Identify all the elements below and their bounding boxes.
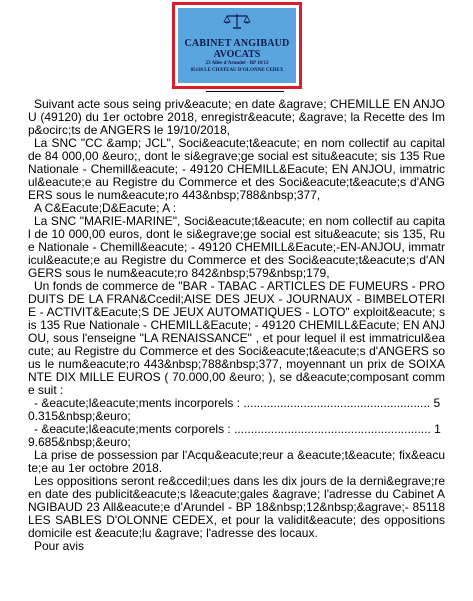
paragraph-closing: Pour avis (34, 539, 85, 553)
scales-of-justice-icon (223, 12, 251, 30)
logo-address-line-2: 85118 LE CHATEAU D'OLONNE CEDEX (190, 68, 284, 73)
logo-panel (178, 8, 296, 83)
paragraph-oppositions: Les oppositions seront re&ccedil;ues dans les dix jours de la derni&egrave;re en date des publicit&eacute;s l&eacute;gales &agrave; l'adresse du Cabinet ANGIBAUD 23 All&eacute;e d'Arundel - BP 18&nbsp;12&nbsp;&agrave;- 85118 LES SABLES D'OLONNE CEDEX, et pour la validit&eacute; des oppositions domicile est &eacute;lu &agrave; l'adresse des locaux. (28, 474, 445, 540)
paragraph-buyer: La SNC "MARIE-MARINE", Soci&eacute;t&eacute; en nom collectif au capital de 10 000,00 euros, dont le si&egrave;ge social est situ&eacute; sis 135, Rue Nationale - Chemill&eacute; - 49120 CHEMILL&Eacute;-EN-ANJOU, immatricul&eacute;e au Registre du Commerce et des Soci&eacute;t&eacute;s d'ANGERS sous le num&eacute;ro 842&nbsp;579&nbsp;179, (28, 214, 445, 280)
law-firm-logo (172, 2, 302, 89)
paragraph-intro: Suivant acte sous seing priv&eacute; en date &agrave; CHEMILLE EN ANJOU (49120) du 1er octobre 2018, enregistr&eacute; &agrave; la Recette des Imp&ocirc;ts de ANGERS le 19/10/2018, (28, 97, 445, 137)
price-line-tangible: - &eacute;l&eacute;ments corporels : ........................................................... 19.685&nbsp;&euro; (28, 422, 441, 449)
logo-subtitle: AVOCATS (213, 49, 261, 60)
paragraph-business: Un fonds de commerce de "BAR - TABAC - ARTICLES DE FUMEURS - PRODUITS DE LA FRAN&Ccedil;AISE DES JEUX - JOURNAUX - BIMBELOTERIE - ACTIVIT&Eacute;S DE JEUX AUTOMATIQUES - LOTO" exploit&eacute; sis 135 Rue Nationale - CHEMILL&Eacute; - 49120 CHEMILL&Eacute; EN ANJOU, sous l'enseigne "LA RENAISSANCE" , et pour lequel il est immatricul&eacute; au Registre du Commerce et des Soci&eacute;t&eacute;s d'ANGERS sous le num&eacute;ro 443&nbsp;788&nbsp;377, moyennant un prix de SOIXANTE DIX MILLE EUROS ( 70.000,00 &euro; ), se d&eacute;composant comme suit : (28, 279, 445, 397)
notice-body (28, 98, 445, 553)
price-line-intangible: - &eacute;l&eacute;ments incorporels : ........................................................ 50.315&nbsp;&euro; (28, 396, 441, 423)
separator-rule (206, 91, 284, 92)
paragraph-seller: La SNC "CC &amp; JCL", Soci&eacute;t&eacute; en nom collectif au capital de 84 000,00 &euro;, dont le si&egrave;ge social est situ&eacute; sis 135 Rue Nationale - Chemill&eacute; - 49120 CHEMILL&Eacute; EN ANJOU, immatricul&eacute;e au Registre du Commerce et des Soci&eacute;t&eacute;s d'ANGERS sous le num&eacute;ro 443&nbsp;788&nbsp;377, (28, 136, 445, 202)
paragraph-possession: La prise de possession par l'Acqu&eacute;reur a &eacute;t&eacute; fix&eacute;e au 1er octobre 2018. (28, 448, 445, 475)
logo-address-line-1: 23 Allée d'Arundel - BP 18/12 (205, 61, 269, 66)
logo-firm-name: CABINET ANGIBAUD (184, 38, 290, 49)
paragraph-ceded-to: A C&Eacute;D&Eacute; A : (34, 201, 177, 215)
